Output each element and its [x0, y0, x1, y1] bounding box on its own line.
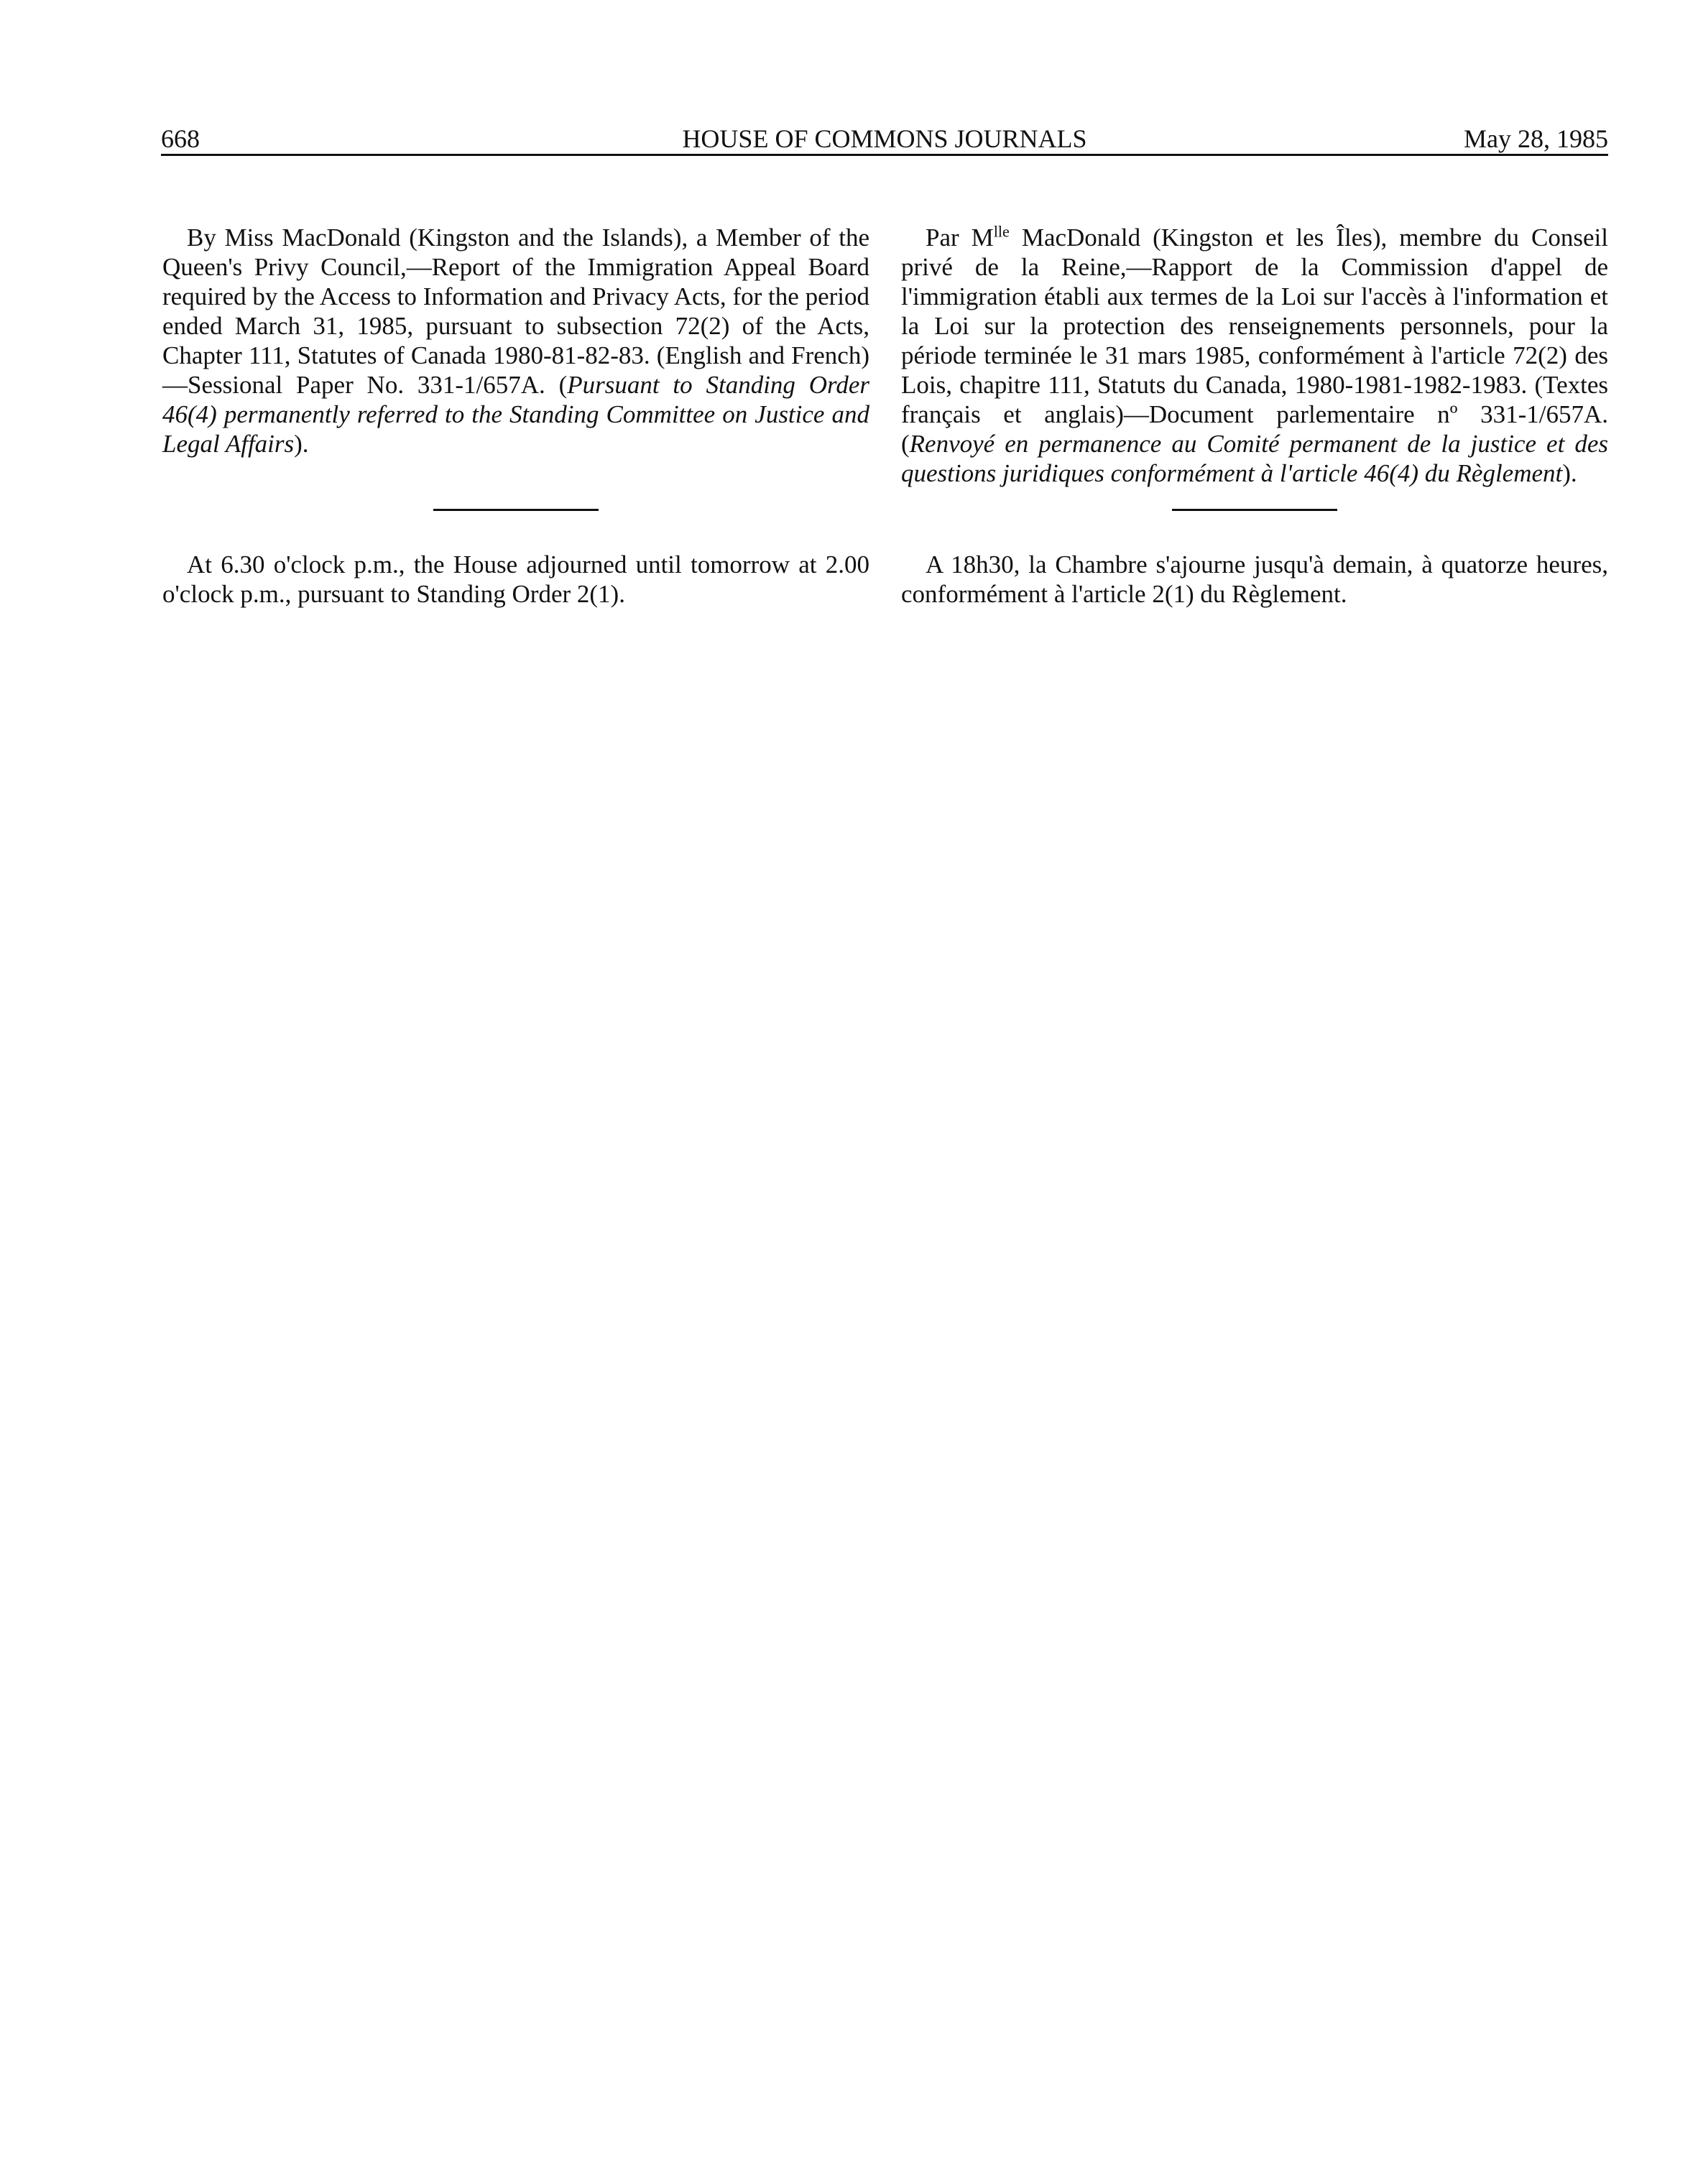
french-column [901, 223, 1608, 609]
french-paragraph-adjournment: A 18h30, la Chambre s'ajourne jusqu'à demain, à quatorze heures, conformément à l'article 2(1) du Règlement. [901, 550, 1608, 608]
french-report-text: MacDonald (Kingston et les Îles), membre du Conseil privé de la Reine,—Rapport de la Commission d'appel de l'immigration établi aux termes de la Loi sur l'accès à l'information et la Loi sur la protection des renseignements personnels, pour la période terminée le 31 mars 1985, conformément à l'article 72(2) des Lois, chapitre 111, Statuts du Canada, 1980-1981-1982-1983. (Textes français et anglais)—Document parlementaire nº 331-1/657A. ( [901, 224, 1608, 458]
page-number: 668 [161, 124, 200, 153]
english-report-referral: Pursuant to Standing Order 46(4) permanently referred to the Standing Committee on Justice and Legal Affairs [162, 371, 869, 458]
english-separator [433, 509, 599, 511]
journal-title: HOUSE OF COMMONS JOURNALS [682, 124, 1087, 153]
french-report-end: ). [1562, 459, 1577, 487]
page-header [161, 122, 1608, 155]
french-report-referral: Renvoyé en permanence au Comité permanent de la justice et des questions juridiques conformément à l'article 46(4) du Règlement [901, 430, 1608, 487]
french-paragraph-report [901, 223, 1608, 488]
english-column [162, 223, 869, 609]
header-date: May 28, 1985 [1464, 124, 1608, 153]
header-rule [161, 154, 1608, 156]
french-separator [1172, 509, 1337, 511]
english-report-end: ). [294, 430, 309, 458]
french-report-superscript: lle [993, 222, 1010, 241]
english-report-text: By Miss MacDonald (Kingston and the Islands), a Member of the Queen's Privy Council,—Report of the Immigration Appeal Board required by the Access to Information and Privacy Acts, for the period ended March 31, 1985, pursuant to subsection 72(2) of the Acts, Chapter 111, Statutes of Canada 1980-81-82-83. (English and French)—Sessional Paper No. 331-1/657A. ( [162, 224, 869, 399]
english-paragraph-adjournment: At 6.30 o'clock p.m., the House adjourned until tomorrow at 2.00 o'clock p.m., pursuant to Standing Order 2(1). [162, 550, 869, 608]
french-report-prefix: Par M [926, 224, 994, 252]
english-paragraph-report [162, 223, 869, 459]
